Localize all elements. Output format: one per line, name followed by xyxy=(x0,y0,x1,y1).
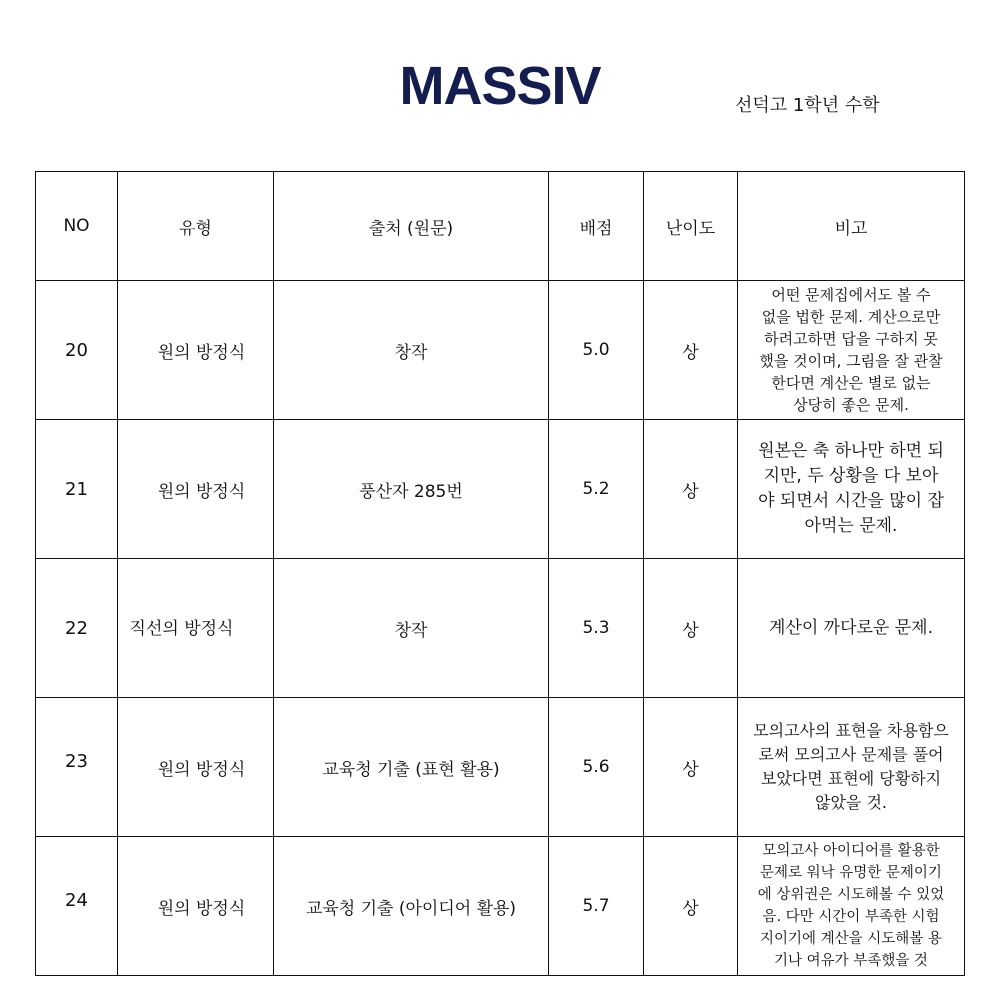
header-type: 유형 xyxy=(118,172,274,281)
cell-type xyxy=(118,559,274,698)
note-line: 않았을 것. xyxy=(815,793,887,812)
cell-source: 창작 xyxy=(274,559,549,698)
header-score: 배점 xyxy=(549,172,644,281)
cell-score: 5.6 xyxy=(549,698,644,837)
note-text xyxy=(738,719,964,815)
cell-no xyxy=(36,281,118,420)
header-note: 비고 xyxy=(738,172,965,281)
note-line: 야 되면서 시간을 많이 잡 xyxy=(758,491,944,511)
document-subtitle: 선덕고 1학년 수학 xyxy=(735,95,880,116)
cell-score: 5.7 xyxy=(549,837,644,976)
cell-note xyxy=(738,420,965,559)
problem-type: 원의 방정식 xyxy=(157,759,246,780)
cell-no xyxy=(36,698,118,837)
cell-difficulty: 상 xyxy=(644,837,738,976)
note-line: 어떤 문제집에서도 볼 수 xyxy=(771,286,931,304)
cell-difficulty: 상 xyxy=(644,559,738,698)
cell-score: 5.3 xyxy=(549,559,644,698)
cell-type xyxy=(118,281,274,420)
note-line: 계산이 까다로운 문제. xyxy=(768,617,933,638)
note-line: 했을 것이며, 그림을 잘 관찰 xyxy=(759,352,943,370)
problem-number: 21 xyxy=(65,478,88,500)
note-line: 로써 모의고사 문제를 풀어 xyxy=(758,745,944,764)
problem-type: 직선의 방정식 xyxy=(129,618,234,639)
problem-analysis-table xyxy=(35,171,965,976)
problem-type: 원의 방정식 xyxy=(157,898,246,919)
header-no: NO xyxy=(36,172,118,281)
note-line: 아먹는 문제. xyxy=(804,516,898,536)
cell-source: 교육청 기출 (아이디어 활용) xyxy=(274,837,549,976)
cell-difficulty: 상 xyxy=(644,420,738,559)
problem-number: 24 xyxy=(65,889,88,911)
note-line: 기나 여유가 부족했을 것 xyxy=(774,953,928,969)
cell-note xyxy=(738,281,965,420)
note-line: 모의고사의 표현을 차용함으 xyxy=(753,721,949,740)
cell-difficulty: 상 xyxy=(644,698,738,837)
cell-type xyxy=(118,420,274,559)
cell-type xyxy=(118,698,274,837)
note-line: 에 상위권은 시도해볼 수 있었 xyxy=(757,887,945,903)
cell-difficulty: 상 xyxy=(644,281,738,420)
note-line: 하려고하면 답을 구하지 못 xyxy=(764,330,938,348)
problem-number: 20 xyxy=(65,339,88,361)
cell-note xyxy=(738,698,965,837)
cell-source: 풍산자 285번 xyxy=(274,420,549,559)
problem-number: 22 xyxy=(65,617,88,639)
problem-type: 원의 방정식 xyxy=(157,481,246,502)
cell-type xyxy=(118,837,274,976)
table-row xyxy=(36,837,965,976)
note-line: 음. 다만 시간이 부족한 시험 xyxy=(762,909,940,925)
table-row xyxy=(36,559,965,698)
note-line: 보았다면 표현에 당황하지 xyxy=(760,769,942,788)
cell-source: 창작 xyxy=(274,281,549,420)
cell-score: 5.0 xyxy=(549,281,644,420)
table-row xyxy=(36,698,965,837)
massiv-logo: MASSIV xyxy=(399,56,601,116)
note-line: 원본은 축 하나만 하면 되 xyxy=(758,441,944,461)
note-line: 한다면 계산은 별로 없는 xyxy=(771,374,931,392)
note-line: 문제로 워낙 유명한 문제이기 xyxy=(760,865,942,881)
cell-score: 5.2 xyxy=(549,420,644,559)
problem-type: 원의 방정식 xyxy=(157,342,246,363)
cell-note xyxy=(738,837,965,976)
note-line: 지이기에 계산을 시도해볼 용 xyxy=(760,931,942,947)
header-source: 출처 (원문) xyxy=(274,172,549,281)
note-text xyxy=(738,439,964,539)
problem-number: 23 xyxy=(65,750,88,772)
cell-note xyxy=(738,559,965,698)
note-text xyxy=(738,284,964,416)
note-line: 모의고사 아이디어를 활용한 xyxy=(762,843,940,859)
table-row xyxy=(36,281,965,420)
cell-no xyxy=(36,559,118,698)
cell-no xyxy=(36,420,118,559)
note-line: 상당히 좋은 문제. xyxy=(793,396,909,414)
note-text xyxy=(738,840,964,972)
note-line: 지만, 두 상황을 다 보아 xyxy=(763,466,939,486)
table-header-row xyxy=(36,172,965,281)
header-difficulty: 난이도 xyxy=(644,172,738,281)
table-row xyxy=(36,420,965,559)
cell-source: 교육청 기출 (표현 활용) xyxy=(274,698,549,837)
cell-no xyxy=(36,837,118,976)
note-text xyxy=(738,616,964,641)
note-line: 없을 법한 문제. 계산으로만 xyxy=(761,308,941,326)
